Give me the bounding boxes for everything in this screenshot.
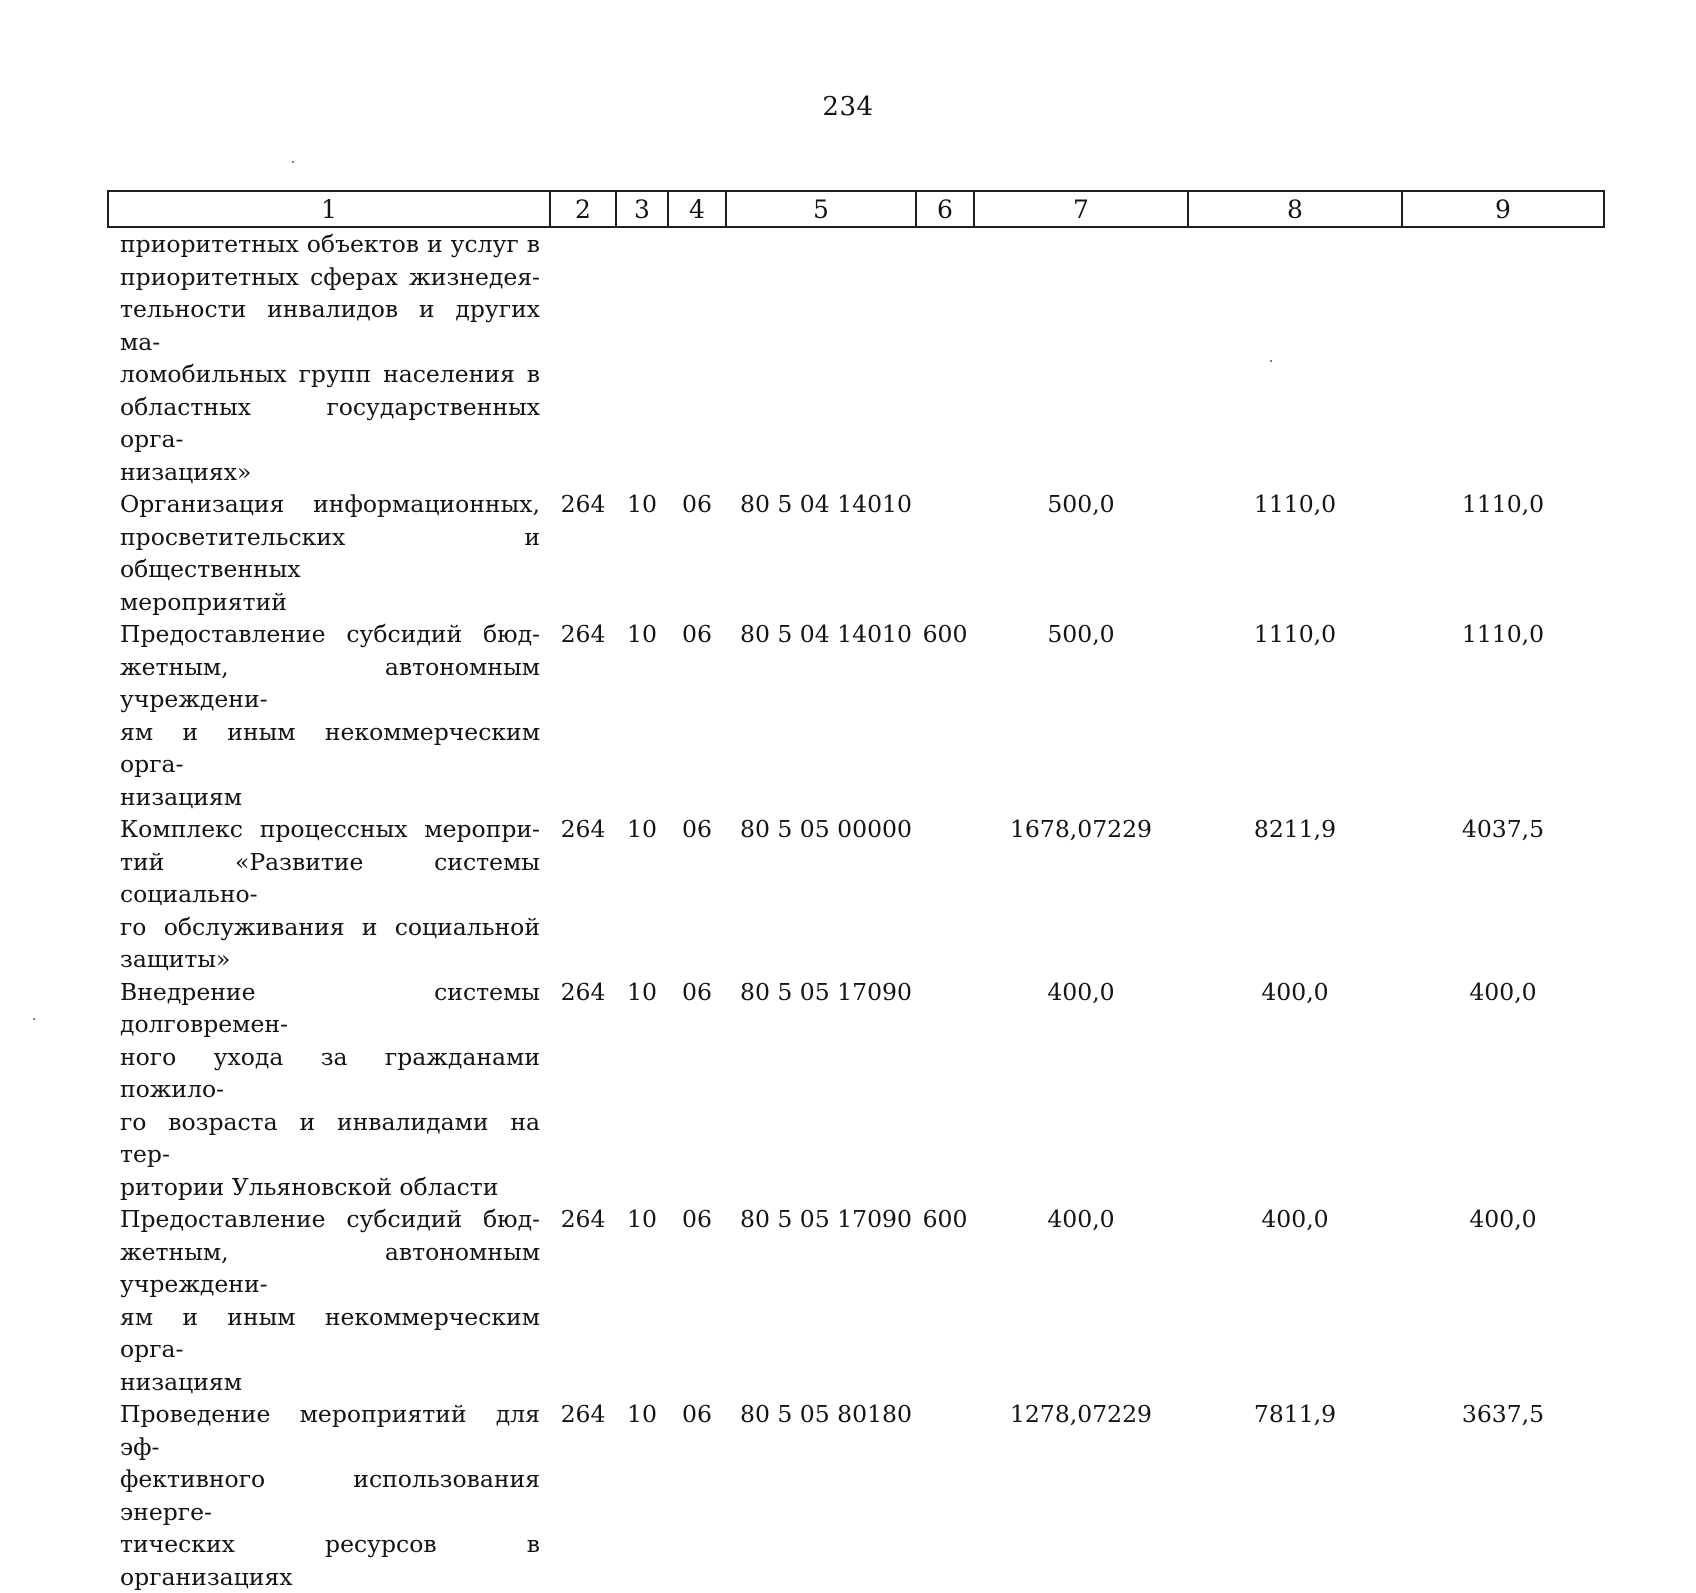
cell-target-article <box>726 227 916 488</box>
cell-expense-type <box>916 813 974 976</box>
description-line: жетным, автономным учреждени- <box>120 1237 540 1298</box>
column-header-6: 6 <box>916 191 974 227</box>
cell-amount-col7: 500,0 <box>1047 490 1115 518</box>
scan-speck <box>33 1018 35 1020</box>
description-line: ритории Ульяновской области <box>120 1172 499 1201</box>
cell-amount-col7: 500,0 <box>1047 620 1115 648</box>
column-header-5: 5 <box>726 191 916 227</box>
table-row <box>108 227 1604 488</box>
cell-target-article: 80 5 05 00000 <box>740 815 912 843</box>
cell-expense-type <box>916 976 974 1204</box>
cell-admin-code: 264 <box>560 1400 606 1428</box>
cell-subsection: 06 <box>682 490 712 518</box>
row-description <box>108 976 550 1204</box>
description-line: низациям <box>120 1367 243 1396</box>
description-line: го возраста и инвалидами на тер- <box>120 1107 540 1168</box>
cell-amount-col9: 3637,5 <box>1461 1400 1545 1428</box>
row-description <box>108 1398 550 1593</box>
cell-expense-type <box>916 227 974 488</box>
cell-admin-code: 264 <box>560 977 606 1006</box>
column-header-7: 7 <box>974 191 1188 227</box>
description-line: Проведение мероприятий для эф- <box>120 1400 540 1461</box>
description-line: приоритетных сферах жизнедея- <box>120 262 540 291</box>
description-line: Предоставление субсидий бюд- <box>120 1205 540 1233</box>
table-row <box>108 1203 1604 1398</box>
description-line: просветительских и общественных <box>120 522 540 583</box>
cell-subsection: 06 <box>682 1205 712 1233</box>
cell-section: 10 <box>627 815 657 843</box>
cell-subsection: 06 <box>682 815 712 843</box>
cell-admin-code: 264 <box>560 620 606 648</box>
cell-amount-col8: 8211,9 <box>1253 815 1337 843</box>
column-header-1: 1 <box>108 191 550 227</box>
description-line: фективного использования энерге- <box>120 1465 540 1526</box>
description-line: Организация информационных, <box>120 490 540 518</box>
cell-subsection: 06 <box>682 1400 712 1428</box>
column-header-8: 8 <box>1188 191 1402 227</box>
cell-amount-col7: 400,0 <box>1047 1205 1115 1233</box>
cell-amount-col7: 1678,07229 <box>1009 815 1153 843</box>
scan-speck <box>1270 360 1272 362</box>
row-description <box>108 227 550 488</box>
cell-section: 10 <box>627 1400 657 1428</box>
cell-amount-col9: 400,0 <box>1469 977 1537 1006</box>
cell-expense-type <box>916 1398 974 1593</box>
column-header-2: 2 <box>550 191 616 227</box>
description-line: Комплекс процессных меропри- <box>120 815 540 843</box>
cell-amount-col9 <box>1402 227 1604 488</box>
description-line: низациях» <box>120 457 252 486</box>
row-description <box>108 813 550 976</box>
cell-subsection: 06 <box>682 977 712 1006</box>
cell-amount-col8 <box>1188 227 1402 488</box>
description-line: жетным, автономным учреждени- <box>120 652 540 713</box>
description-line: ям и иным некоммерческим орга- <box>120 1302 540 1363</box>
table-row <box>108 488 1604 618</box>
cell-amount-col7 <box>974 227 1188 488</box>
cell-amount-col8: 1110,0 <box>1253 490 1337 518</box>
row-description <box>108 1203 550 1398</box>
cell-admin-code: 264 <box>560 815 606 843</box>
cell-amount-col7: 1278,07229 <box>1009 1400 1153 1428</box>
cell-admin-code <box>550 227 616 488</box>
cell-expense-type: 600 <box>922 620 968 648</box>
row-description <box>108 618 550 813</box>
cell-target-article: 80 5 05 80180 <box>740 1400 912 1428</box>
table-row <box>108 1398 1604 1593</box>
scan-speck <box>292 161 294 163</box>
description-line: тельности инвалидов и других ма- <box>120 295 540 356</box>
row-description <box>108 488 550 618</box>
table-row <box>108 976 1604 1204</box>
budget-table <box>107 190 1605 1593</box>
column-header-4: 4 <box>668 191 726 227</box>
table-row <box>108 618 1604 813</box>
cell-amount-col8: 400,0 <box>1261 1205 1329 1233</box>
description-line: тий «Развитие системы социально- <box>120 847 540 908</box>
description-line: Предоставление субсидий бюд- <box>120 620 540 648</box>
description-line: ям и иным некоммерческим орга- <box>120 717 540 778</box>
description-line: низациям <box>120 782 243 811</box>
column-header-3: 3 <box>616 191 668 227</box>
description-line: областных государственных орга- <box>120 392 540 453</box>
cell-target-article: 80 5 04 14010 <box>740 620 912 648</box>
page-number: 234 <box>822 92 874 122</box>
cell-amount-col8: 1110,0 <box>1253 620 1337 648</box>
table-header-row <box>108 191 1604 227</box>
description-line: ломобильных групп населения в <box>120 360 540 388</box>
cell-section: 10 <box>627 977 657 1006</box>
cell-subsection <box>668 227 726 488</box>
cell-admin-code: 264 <box>560 490 606 518</box>
cell-amount-col8: 7811,9 <box>1253 1400 1337 1428</box>
cell-expense-type <box>916 488 974 618</box>
description-line: го обслуживания и социальной <box>120 912 540 941</box>
cell-target-article: 80 5 05 17090 <box>740 1205 912 1233</box>
description-line: защиты» <box>120 945 231 973</box>
cell-section: 10 <box>627 1205 657 1233</box>
description-line: ного ухода за гражданами пожило- <box>120 1042 540 1103</box>
cell-amount-col9: 1110,0 <box>1461 620 1545 648</box>
cell-target-article: 80 5 04 14010 <box>740 490 912 518</box>
cell-expense-type: 600 <box>922 1205 968 1233</box>
cell-section: 10 <box>627 620 657 648</box>
cell-amount-col9: 400,0 <box>1469 1205 1537 1233</box>
cell-target-article: 80 5 05 17090 <box>740 977 912 1006</box>
cell-section: 10 <box>627 490 657 518</box>
cell-subsection: 06 <box>682 620 712 648</box>
table-row <box>108 813 1604 976</box>
description-line: тических ресурсов в организациях <box>120 1530 540 1591</box>
cell-amount-col9: 1110,0 <box>1461 490 1545 518</box>
cell-section <box>616 227 668 488</box>
description-line: Внедрение системы долговремен- <box>120 977 540 1038</box>
cell-amount-col7: 400,0 <box>1047 977 1115 1006</box>
cell-amount-col8: 400,0 <box>1261 977 1329 1006</box>
cell-admin-code: 264 <box>560 1205 606 1233</box>
description-line: приоритетных объектов и услуг в <box>120 230 540 258</box>
description-line: мероприятий <box>120 587 287 616</box>
cell-amount-col9: 4037,5 <box>1461 815 1545 843</box>
column-header-9: 9 <box>1402 191 1604 227</box>
